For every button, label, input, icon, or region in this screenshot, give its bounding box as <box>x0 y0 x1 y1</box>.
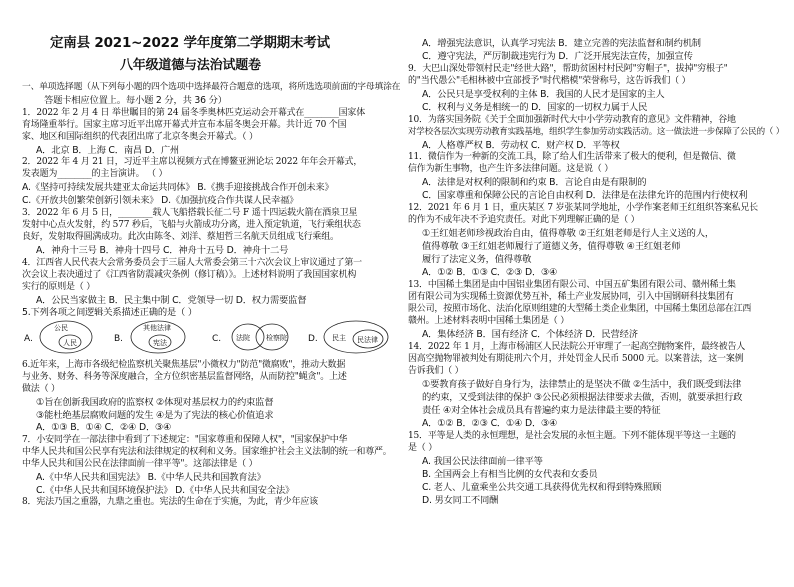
right-text-line: A．法律是对权利的限制和约束 B．言论自由是有限制的 <box>422 177 647 188</box>
left-text-line: 1．2022 年 2 月 4 日 举世瞩目的第 24 届冬季奥林匹克运动会开幕式在________国家体 <box>22 108 366 118</box>
left-text-line: A.《中华人民共和国宪法》 B.《中华人民共和国教育法》 <box>36 472 266 483</box>
right-text-line: 是（ ） <box>408 443 438 453</box>
left-text-line: 一、单项选择题（从下列每小题的四个选项中选择最符合题意的选项，将所选选项前面的字母填涂在 <box>22 82 401 92</box>
right-text-line: 的"当代愚公"毛相林被中宣部授予"时代楷模"荣誉称号，这告诉我们（ ） <box>408 76 691 86</box>
left-text-line: 8．宪法乃国之重器，九鼎之重也。宪法的生命在于实施，为此，青少年应该 <box>22 497 318 507</box>
left-text-line: 2．2022 年 4 月 21 日，习近平主席以视频方式在博鳌亚洲论坛 2022 年年会开幕式， <box>22 157 363 167</box>
exam-subtitle: 八年级道德与法治试题卷 <box>120 58 261 73</box>
left-text-line: 良好，发射取得圆满成功。此次由陈冬、刘洋、蔡旭哲三名航天员组成飞行乘组。 <box>22 232 339 242</box>
left-text-line: ①旨在创新我国政府的监察权 ②体现对基层权力的约束监督 <box>36 397 274 408</box>
diagram-label-b: B. <box>114 334 124 344</box>
left-text-line: C.《中华人民共和国环境保护法》 D.《中华人民共和国安全法》 <box>36 485 295 496</box>
right-text-line: 限公司，按照市场化、法治化原则组建的大型稀土类企业集团，中国稀土集团总部在江西 <box>408 304 752 314</box>
right-text-line: D. 男女同工不同酬 <box>422 495 499 506</box>
diagram-label-a: A. <box>24 334 33 344</box>
left-text-line: A．公民当家做主 B．民主集中制 C．党领导一切 D．权力需要监督 <box>36 295 307 306</box>
left-text-line: 中华人民共和国公民在法律面前一律平等"。这部法律是（ ） <box>22 459 258 469</box>
right-text-line: A．①② B．②③ C．①④ D．③④ <box>422 418 558 429</box>
left-text-line: 发表题为________的主旨演讲。 （ ） <box>22 169 168 179</box>
left-text-line: 5.下列各项之间逻辑关系描述正确的是（ ） <box>22 307 197 318</box>
left-text-line: ③能杜绝基层腐败问题的发生 ④是为了宪法的核心价值追求 <box>36 410 274 421</box>
left-text-line: 中华人民共和国公民享有宪法和法律规定的权利和义务。国家维护社会主义法制的统一和尊严。 <box>22 447 392 457</box>
left-column <box>22 0 404 549</box>
right-text-line: A. 我国公民法律面前一律平等 <box>422 456 543 467</box>
left-text-line: 6.近年来，上海市各级纪检监察机关聚焦基层"小微权力"防范"微腐败"，推动大数据 <box>22 360 346 370</box>
right-text-line: A．增强宪法意识，认真学习宪法 B．建立完善的宪法监督和制约机制 <box>422 38 701 49</box>
right-text-line: 的约束，又受到法律的保护 ③公民必须根据法律要求去做，否则，就要承担行政 <box>422 392 743 403</box>
left-text-line: 做法（ ） <box>22 384 60 394</box>
right-text-line: ①要教育孩子做好自身行为，法律禁止的是坚决不做 ②生活中，我们既受到法律 <box>422 379 742 390</box>
left-text-line: A．北京 B．上海 C．南昌 D．广州 <box>36 145 180 156</box>
left-text-line: 家、地区和国际组织的代表团出席了北京冬奥会开幕式。（ ） <box>22 132 258 142</box>
right-text-line: C．国家尊重和保障公民的言论自由权利 D．法律是在法律允许的范围内行使权利 <box>422 190 748 201</box>
right-text-line: C. 老人、儿童乘坐公共交通工具获得优先权和得到特殊照顾 <box>422 482 662 493</box>
right-text-line: A．①② B．①③ C．②③ D．③④ <box>422 267 558 278</box>
left-text-line: 7．小安同学在一部法律中看到了下述规定："国家尊重和保障人权"，"国家保护中华 <box>22 435 348 445</box>
exam-title: 定南县 2021~2022 学年度第二学期期末考试 <box>50 35 330 51</box>
right-text-line: 11．微信作为一种新的交流工具，除了给人们生活带来了极大的便利，但是微信、微 <box>408 152 736 162</box>
diagram-b-inner: 宪法 <box>153 339 167 347</box>
right-text-line: 责任 ④对全体社会成员具有普遍约束力是法律最主要的特征 <box>422 405 661 416</box>
right-text-line: 赣州。上述材料表明中国稀土集团是（ ） <box>408 316 570 326</box>
right-text-line: 履行了法定义务，值得尊敬 <box>422 254 532 265</box>
right-text-line: C．权利与义务是相统一的 D．国家的一切权力属于人民 <box>422 102 648 113</box>
right-text-line: 因高空抛物罪被判处有期徒刑六个月，并处罚金人民币 5000 元。以案普法，这一案例 <box>408 354 744 364</box>
right-column <box>408 38 786 587</box>
diagram-c <box>232 324 288 350</box>
left-text-line: 发射中心点火发射，约 577 秒后，飞船与火箭成功分离，进入预定轨道，飞行乘组状态 <box>22 220 361 230</box>
diagram-d-inner: 民法律 <box>357 336 378 344</box>
left-text-line: 次会议上表决通过了《江西省防震减灾条例（修订稿）》。上述材料说明了我国国家机构 <box>22 270 357 280</box>
right-text-line: A．集体经济 B．国有经济 C．个体经济 D．民营经济 <box>422 329 638 340</box>
diagram-a-outer: 公民 <box>54 324 68 332</box>
left-text-line: 实行的原则是（ ） <box>22 282 96 292</box>
right-text-line: 信作为新生事物，也产生许多法律问题。这是说（ ） <box>408 164 614 174</box>
right-text-line: 10．为落实国务院《关于全面加强新时代大中小学劳动教育的意见》文件精神，谷地 <box>408 115 736 125</box>
right-text-line: 15．平等是人类的永恒理想，是社会发展的永恒主题。下列不能体现平等这一主题的 <box>408 431 736 441</box>
right-text-line: 团有限公司为实现稀土资源优势互补，稀土产业发展协同，引入中国钢研科技集团有 <box>408 292 734 302</box>
left-text-line: 答题卡相应位置上。每小题 2 分，共 36 分） <box>44 95 227 106</box>
left-text-line: 与业务、财务、科务等深度融合，全方位织密基层监督网络，从而防控"蝇贪"。上述 <box>22 372 347 382</box>
right-text-line: 对学校各层次实现劳动教育实践基地，组织学生参加劳动实践活动。这一做法进一步保障了公民的（ ） <box>408 127 785 137</box>
right-text-line: A．人格尊严权 B．劳动权 C．财产权 D．平等权 <box>422 140 620 151</box>
diagram-c-right: 检察院 <box>266 334 287 342</box>
right-text-line: ①王红姐老师珍视政治自由，值得尊敬 ②王红姐老师是行人主义送的人， <box>422 228 714 239</box>
left-text-line: 4．江西省人民代表大会常务委员会于三届人大常委会第三十六次会议上审议通过了第一 <box>22 258 362 268</box>
diagram-b-outer: 其他法律 <box>143 324 171 332</box>
left-text-line: 3．2022 年 6 月 5 日，________载人飞船搭载长征二号 F 遥十四运载火箭在酒泉卫星 <box>22 208 358 218</box>
diagram-d <box>324 321 388 353</box>
left-text-line: 育场隆重举行。国家主席习近平出席开幕式并宣布本届冬奥会开幕。共计近 70 个国 <box>22 120 347 130</box>
diagram-label-c: C. <box>212 334 222 344</box>
right-text-line: 9．大巴山深处带领村民走"经世大路"，帮助贫困村村民阿"穷帽子"，拔掉"穷根子" <box>408 64 728 74</box>
diagram-d-outer: 民主 <box>332 334 346 342</box>
diagram-c-left: 法院 <box>236 334 250 342</box>
right-text-line: 13．中国稀土集团是由中国铝业集团有限公司、中国五矿集团有限公司、赣州稀土集 <box>408 280 736 290</box>
diagram-a <box>40 321 92 353</box>
diagram-b <box>131 321 185 353</box>
diagram-label-d: D. <box>308 334 318 344</box>
right-text-line: B. 全国两会上有相当比例的女代表和女委员 <box>422 469 598 480</box>
left-text-line: C.《开放共创繁荣创新引领未来》 D.《加强抗疫合作共谋人民幸福》 <box>22 195 299 206</box>
right-text-line: C．遵守宪法，严厉制裁违宪行为 D．广泛开展宪法宣传，加强宣传 <box>422 51 693 62</box>
right-text-line: A．公民只是享受权利的主体 B．我国的人民才是国家的主人 <box>422 89 665 100</box>
left-text-line: A.《坚持可持续发展共建亚太命运共同体》 B.《携手迎接挑战合作开创未来》 <box>22 182 334 193</box>
question-5-diagrams <box>22 317 402 357</box>
right-text-line: 14．2022 年 1 月，上海市杨浦区人民法院公开审理了一起高空抛物案件，最终被告人 <box>408 342 746 352</box>
right-text-line: 告诉我们（ ） <box>408 366 464 376</box>
right-text-line: 12．2021 年 6 月 1 日，重庆某区 7 岁张某同学地址，小学作案老师王红组织答案私兄长 <box>408 203 758 213</box>
left-text-line: A．①③ B．①④ C．②④ D．③④ <box>36 422 172 433</box>
diagram-a-inner: 人民 <box>63 339 77 347</box>
left-text-line: A．神舟十三号 B．神舟十四号 C．神舟十五号 D．神舟十二号 <box>36 245 289 256</box>
right-text-line: 值得尊敬 ③王红姐老师履行了道德义务，值得尊敬 ④王红姐老师 <box>422 241 681 252</box>
right-text-line: 的作为不成年决不予追究责任。对此下列理解正确的是（ ） <box>408 215 640 225</box>
